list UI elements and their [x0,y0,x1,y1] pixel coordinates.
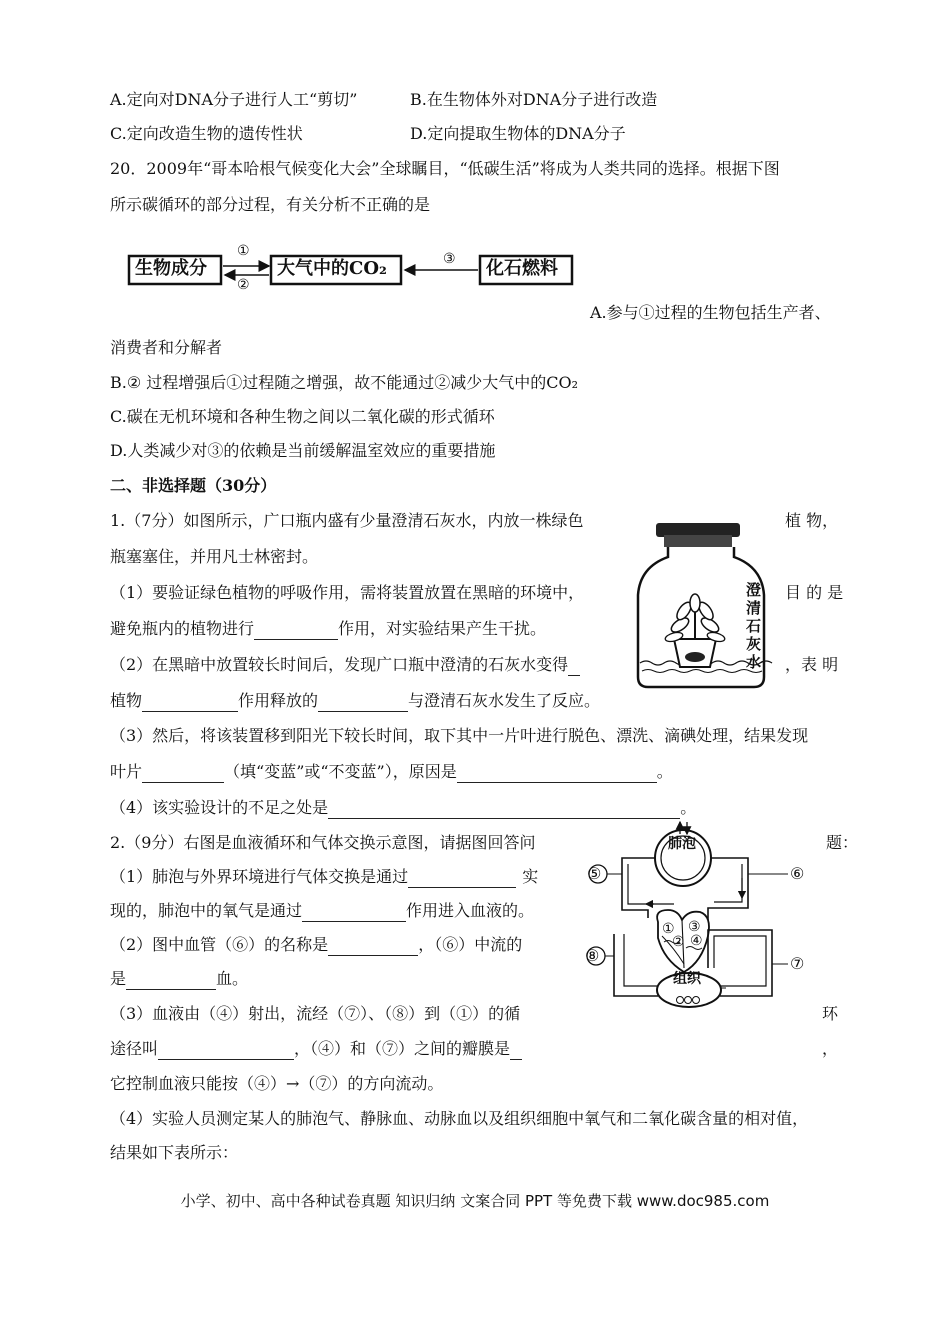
label-7: ⑦ [790,954,805,973]
p1-line5a [110,654,580,676]
label-4: ④ [690,933,703,949]
limewater-char: 水 [746,653,762,671]
p2-line3-text-b: 作用进入血液的。 [406,901,535,920]
p2-line8: 它控制血液只能按（④）→（⑦）的方向流动。 [110,1074,444,1093]
p1-line6 [110,690,600,712]
page-footer: 小学、初中、高中各种试卷真题 知识归纳 文案合同 PPT 等免费下载 www.doc985.com [180,1192,770,1210]
p1-line8-text-a: 叶片 [110,762,143,781]
p1-line6-text-c: 与澄清石灰水发生了反应。 [408,691,601,710]
label-process-2: ② [237,277,250,293]
label-process-3: ③ [443,251,456,267]
limewater-char: 石 [746,617,762,635]
p2-line6b: 环 [822,1004,839,1023]
q20-option-b: B.② 过程增强后①过程随之增强，故不能通过②减少大气中的CO₂ [110,373,579,392]
limewater-char: 清 [746,599,762,617]
p2-line5 [110,968,248,990]
q20-option-c: C.碳在无机环境和各种生物之间以二氧化碳的形式循环 [110,407,495,426]
box-organisms: 生物成分 [135,258,207,279]
p2-line6a: （3）血液由（④）射出，流经（⑦）、（⑧）到（①）的循 [110,1004,521,1023]
q19-option-b: B.在生物体外对DNA分子进行改造 [410,90,658,109]
answer-blank[interactable] [302,903,406,922]
answer-blank[interactable] [142,693,238,712]
p1-line4-text-b: 作用，对实验结果产生干扰。 [338,619,547,638]
p1-line1a: 1.（7分）如图所示，广口瓶内盛有少量澄清石灰水，内放一株绿色 [110,511,584,530]
p1-line9-text-b: 。 [680,798,697,817]
label-1: ① [662,921,675,937]
p1-line3a: （1）要验证绿色植物的呼吸作用，需将装置放置在黑暗的环境中， [110,583,585,602]
label-lung: 肺泡 [668,836,696,852]
answer-blank[interactable] [142,764,224,783]
p2-line5-text-a: 是 [110,969,127,988]
label-3: ③ [688,919,701,935]
label-8: ⑧ [585,946,600,965]
p1-line5b: ，表 明 [785,655,839,674]
p1-line5-text: （2）在黑暗中放置较长时间后，发现广口瓶中澄清的石灰水变得 [110,655,569,674]
p2-line7-text-a: 途径叫 [110,1039,159,1058]
box-atmosphere-co2: 大气中的CO₂ [277,258,387,279]
p2-line4-text-a: （2）图中血管（⑥）的名称是 [110,935,329,954]
p2-line7 [110,1038,522,1060]
q20-stem-line1: 20．2009年“哥本哈根气候变化大会”全球瞩目，“低碳生活”将成为人类共同的选择。根据下图 [110,159,780,178]
answer-blank[interactable] [510,1041,522,1060]
p2-line10: 结果如下表所示： [110,1143,239,1162]
p2-line1b: 题： [826,833,859,852]
p1-line4 [110,618,546,640]
label-tissue: 组织 [673,971,701,987]
limewater-char: 灰 [746,635,762,653]
q20-option-d: D.人类减少对③的依赖是当前缓解温室效应的重要措施 [110,441,496,460]
answer-blank[interactable] [457,764,657,783]
box-fossil-fuel: 化石燃料 [486,258,558,279]
p1-line6-text-a: 植物 [110,691,143,710]
jar-figure [628,515,778,695]
p2-line4 [110,934,522,956]
p2-line3-text-a: 现的，肺泡中的氧气是通过 [110,901,303,920]
p1-line1b: 植 物， [785,511,839,530]
p1-line9-text-a: （4）该实验设计的不足之处是 [110,798,329,817]
p1-line3b: 目 的 是 [785,583,844,602]
p1-line7: （3）然后，将该装置移到阳光下较长时间，取下其中一片叶进行脱色、漂洗、滴碘处理，结果发现 [110,726,809,745]
p2-line2-text-a: （1）肺泡与外界环境进行气体交换是通过 [110,867,409,886]
p1-line9 [110,797,696,819]
p2-line2-text-b: 实 [522,867,539,886]
q19-option-c: C.定向改造生物的遗传性状 [110,124,303,143]
label-5: ⑤ [587,864,602,883]
p1-line8-text-b: （填“变蓝”或“不变蓝”），原因是 [224,762,457,781]
p2-line7-text-b: ，（④）和（⑦）之间的瓣膜是 [294,1039,511,1058]
limewater-label [746,581,766,671]
label-2: ② [672,934,685,950]
answer-blank[interactable] [318,693,408,712]
label-process-1: ① [237,243,250,259]
q20-option-a-line2: 消费者和分解者 [110,338,223,357]
p2-line9: （4）实验人员测定某人的肺泡气、静脉血、动脉血以及组织细胞中氧气和二氧化碳含量的相对值， [110,1109,809,1128]
p2-line1a: 2.（9分）右图是血液循环和气体交换示意图，请据图回答问 [110,833,536,852]
q20-option-a-line1: A.参与①过程的生物包括生产者、 [590,303,831,322]
answer-blank[interactable] [254,621,338,640]
p2-line7c: ， [822,1039,839,1058]
circulation-figure [584,818,814,1008]
p1-line8 [110,761,673,783]
p2-line3 [110,900,534,922]
label-6: ⑥ [790,864,805,883]
p1-line4-text-a: 避免瓶内的植物进行 [110,619,255,638]
p2-line5-text-b: 血。 [216,969,249,988]
limewater-char: 澄 [746,581,762,599]
answer-blank[interactable] [568,657,580,676]
answer-blank[interactable] [328,937,418,956]
p1-line6-text-b: 作用释放的 [238,691,319,710]
q19-option-d: D.定向提取生物体的DNA分子 [410,124,626,143]
section-heading: 二、非选择题（30分） [110,476,277,495]
p2-line4-text-b: ，（⑥）中流的 [418,935,523,954]
answer-blank[interactable] [126,971,216,990]
answer-blank[interactable] [328,800,680,819]
answer-blank[interactable] [408,869,516,888]
p1-line2: 瓶塞塞住，并用凡士林密封。 [110,547,319,566]
answer-blank[interactable] [158,1041,294,1060]
p2-line2 [110,866,538,888]
p1-line8-text-c: 。 [656,762,673,781]
carbon-cycle-diagram [125,244,575,294]
q19-option-a: A.定向对DNA分子进行人工“剪切” [110,90,358,109]
q20-stem-line2: 所示碳循环的部分过程，有关分析不正确的是 [110,195,431,214]
